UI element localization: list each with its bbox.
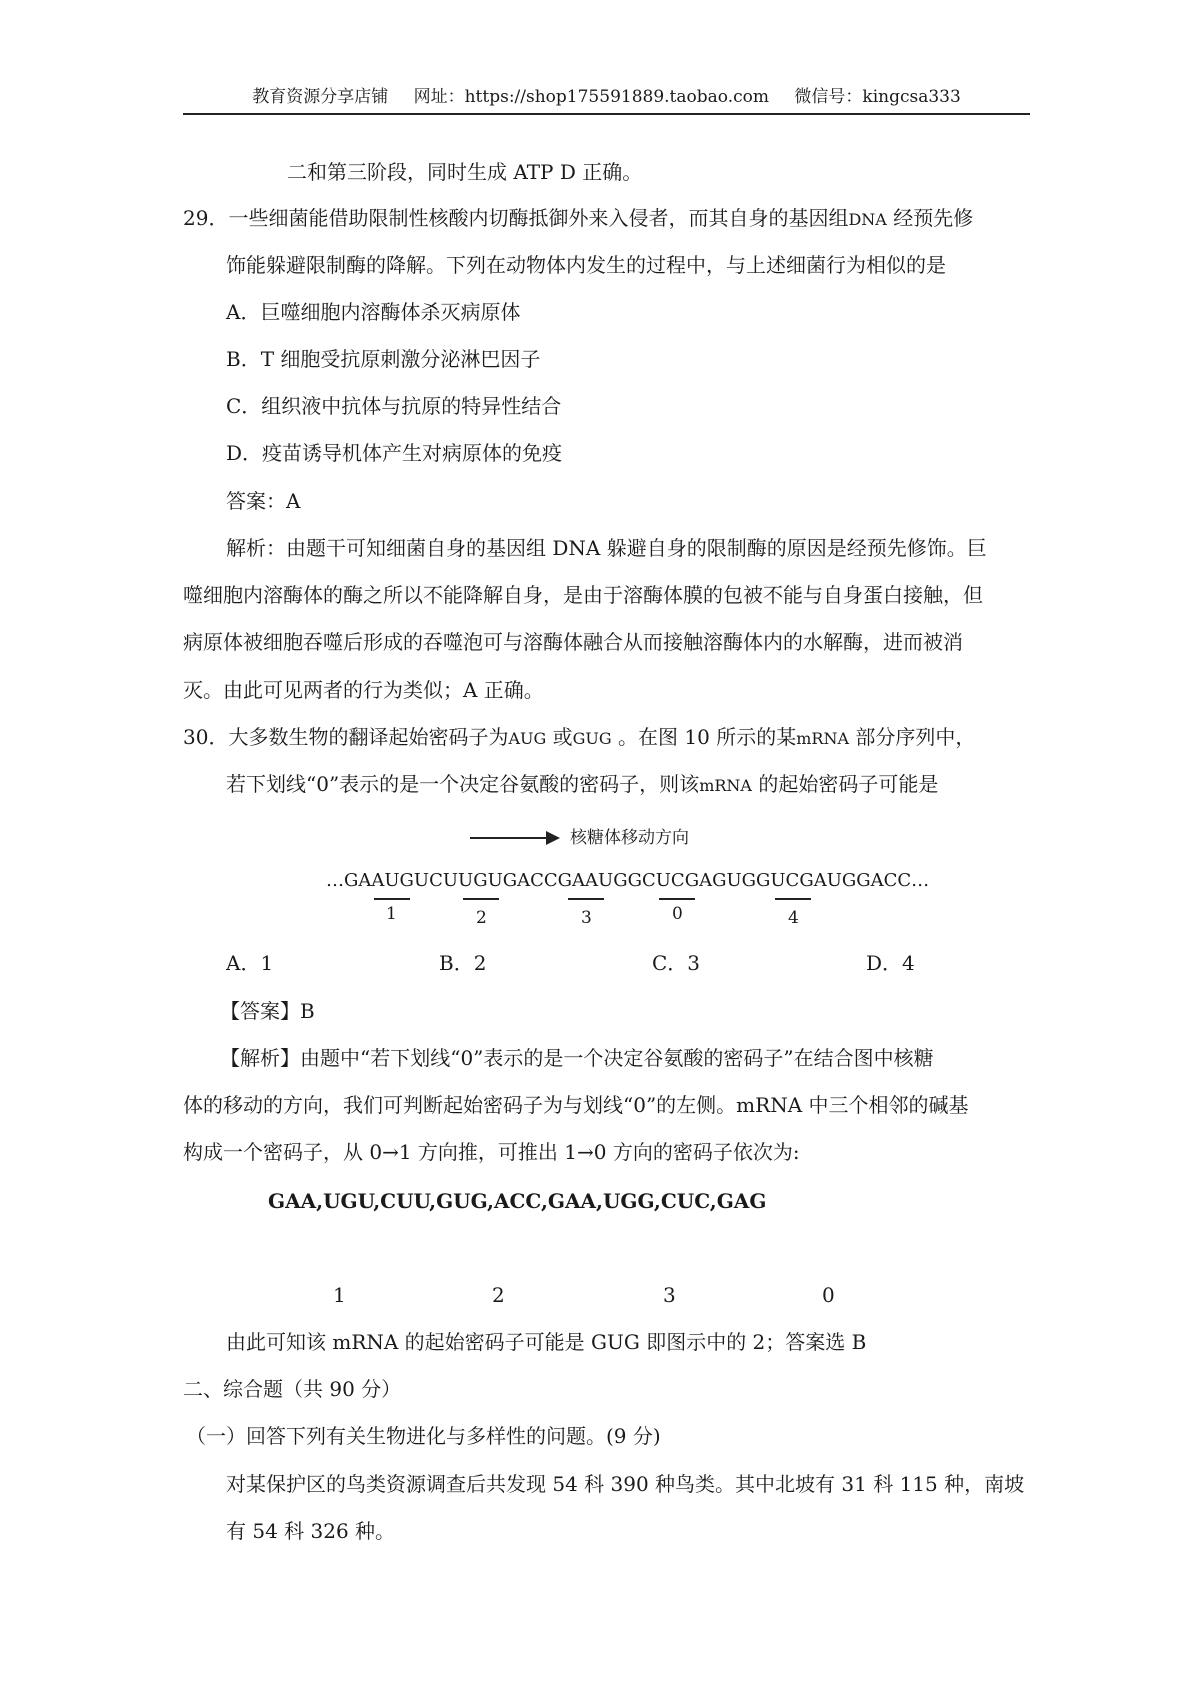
q30-explanation-2: 体的移动的方向，我们可判断起始密码子为与划线“0”的左侧。mRNA 中三个相邻的碱基	[183, 1093, 969, 1117]
q29-dna: DNA	[848, 210, 887, 229]
codon-number: 0	[822, 1283, 835, 1307]
underline-2	[463, 898, 499, 900]
header-wechat: 微信号：kingcsa333	[794, 87, 961, 107]
underline-number: 0	[672, 904, 683, 924]
header-site: 网址：https://shop175591889.taobao.com	[413, 87, 769, 107]
text-line: 二和第三阶段，同时生成 ATP D 正确。	[287, 160, 643, 184]
question-29-line-2: 饰能躲避限制酶的降解。下列在动物体内发生的过程中，与上述细菌行为相似的是	[226, 253, 946, 277]
q30-text-1: 30．大多数生物的翻译起始密码子为	[183, 725, 509, 749]
q30-gug: GUG	[572, 729, 612, 748]
q29-explanation-1: 解析：由题干可知细菌自身的基因组 DNA 躲避自身的限制酶的原因是经预先修饰。巨	[226, 536, 987, 560]
codon-number: 3	[663, 1283, 676, 1307]
q29-answer: 答案：A	[226, 489, 301, 513]
underline-4	[775, 898, 811, 900]
codon-number: 1	[333, 1283, 346, 1307]
q30-text-5: 若下划线“0”表示的是一个决定谷氨酸的密码子，则该	[226, 772, 700, 796]
q29-explanation-3: 病原体被细胞吞噬后形成的吞噬泡可与溶酶体融合从而接触溶酶体内的水解酶，进而被消	[183, 630, 963, 654]
q30-option-d: D．4	[866, 951, 915, 975]
q30-option-b: B．2	[439, 951, 487, 975]
q30-option-a: A．1	[226, 951, 274, 975]
q30-text-2: 或	[546, 725, 573, 749]
header-shop: 教育资源分享店铺	[252, 87, 389, 107]
q29-explanation-2: 噬细胞内溶酶体的酶之所以不能降解自身，是由于溶酶体膜的包被不能与自身蛋白接触，但	[183, 583, 983, 607]
section-2-title: 二、综合题（共 90 分）	[183, 1377, 402, 1401]
question-29-line-1	[183, 203, 973, 235]
underline-1	[374, 898, 410, 900]
q30-mrna-2: mRNA	[699, 776, 752, 795]
question-30-line-2	[226, 769, 938, 801]
q29-text-end: 经预先修	[886, 206, 974, 230]
q29-option-d: D．疫苗诱导机体产生对病原体的免疫	[226, 441, 563, 465]
codon-list: GAA,UGU,CUU,GUG,ACC,GAA,UGG,CUC,GAG	[268, 1189, 767, 1213]
q30-text-3: 。在图 10 所示的某	[611, 725, 797, 749]
q30-explanation-1: 【解析】由题中“若下划线“0”表示的是一个决定谷氨酸的密码子”在结合图中核糖	[220, 1046, 934, 1070]
q30-answer: 【答案】B	[220, 999, 315, 1023]
q30-explanation-3: 构成一个密码子，从 0→1 方向推，可推出 1→0 方向的密码子依次为:	[183, 1140, 800, 1164]
mrna-sequence: …GAAUGUCUUGUGACCGAAUGGCUCGAGUGGUCGAUGGACC…	[326, 870, 930, 891]
underline-number: 3	[581, 908, 592, 928]
q30-aug: AUG	[508, 729, 547, 748]
q29-option-a: A．巨噬细胞内溶酶体杀灭病原体	[226, 300, 521, 324]
question-30-line-1	[183, 722, 975, 754]
underline-number: 2	[476, 908, 487, 928]
underline-0	[659, 898, 695, 900]
q30-text-4: 部分序列中，	[849, 725, 976, 749]
q30-option-c: C．3	[652, 951, 701, 975]
q30-mrna: mRNA	[796, 729, 849, 748]
paragraph-line-1: 对某保护区的鸟类资源调查后共发现 54 科 390 种鸟类。其中北坡有 31 科 115 种，南坡	[226, 1472, 1025, 1496]
underline-number: 4	[788, 908, 799, 928]
page-header	[183, 85, 1030, 115]
arrow-line	[470, 837, 548, 839]
q29-explanation-4: 灭。由此可见两者的行为类似；A 正确。	[183, 678, 544, 702]
q30-text-6: 的起始密码子可能是	[751, 772, 939, 796]
arrow-label: 核糖体移动方向	[570, 828, 689, 848]
q29-option-c: C．组织液中抗体与抗原的特异性结合	[226, 394, 562, 418]
underline-3	[568, 898, 604, 900]
section-2-1-title: （一）回答下列有关生物进化与多样性的问题。(9 分)	[186, 1424, 661, 1448]
arrow-right-icon	[546, 831, 560, 845]
underline-number: 1	[386, 904, 397, 924]
q30-explanation-4: 由此可知该 mRNA 的起始密码子可能是 GUG 即图示中的 2；答案选 B	[226, 1330, 867, 1354]
ribosome-direction	[470, 823, 800, 853]
paragraph-line-2: 有 54 科 326 种。	[226, 1519, 396, 1543]
q29-option-b: B．T 细胞受抗原刺激分泌淋巴因子	[226, 347, 541, 371]
q29-text: 29．一些细菌能借助限制性核酸内切酶抵御外来入侵者，而其自身的基因组	[183, 206, 849, 230]
codon-number: 2	[492, 1283, 505, 1307]
